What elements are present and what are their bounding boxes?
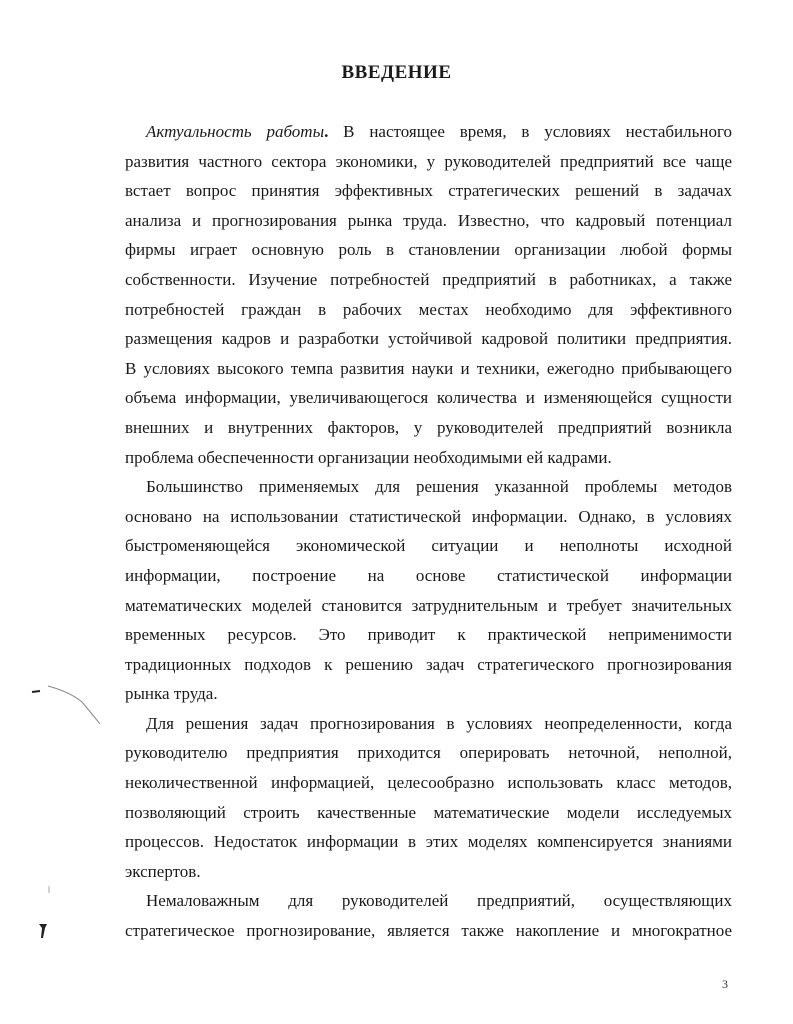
text-line <box>125 472 732 502</box>
line-text: традиционных подходов к решению задач стратегического прогнозирования <box>125 654 732 674</box>
line-text: экспертов. <box>125 861 201 881</box>
text-line <box>125 650 732 680</box>
text-line <box>125 206 732 236</box>
page-number: 3 <box>722 977 728 991</box>
line-text: проблема обеспеченности организации необходимыми ей кадрами. <box>125 447 612 467</box>
line-text: информации, построение на основе статистической информации <box>125 565 732 585</box>
line-text: позволяющий строить качественные математические модели исследуемых <box>125 802 732 822</box>
text-line <box>125 235 732 265</box>
line-text: процессов. Недостаток информации в этих моделях компенсируется знаниями <box>125 832 732 852</box>
text-line <box>125 709 732 739</box>
paragraph <box>125 709 732 887</box>
line-text: объема информации, увеличивающегося количества и изменяющейся сущности <box>125 388 732 408</box>
text-line <box>125 857 732 887</box>
text-line <box>125 413 732 443</box>
line-text: рынка труда. <box>125 684 218 704</box>
text-line <box>125 147 732 177</box>
section-heading: ВВЕДЕНИЕ <box>341 62 452 83</box>
line-text: стратегическое прогнозирование, является также накопление и многократное <box>125 921 732 941</box>
line-text: потребностей граждан в рабочих местах необходимо для эффективного <box>125 299 732 319</box>
paragraph <box>125 472 732 709</box>
bold-lead: . <box>324 122 329 141</box>
text-line <box>125 561 732 591</box>
text-line <box>125 679 732 709</box>
line-text: размещения кадров и разработки устойчивой кадровой политики предприятия. <box>125 329 732 349</box>
text-line <box>125 117 732 147</box>
line-text: В условиях высокого темпа развития науки и техники, ежегодно прибывающего <box>125 358 732 378</box>
line-text: фирмы играет основную роль в становлении организации любой формы <box>125 240 732 260</box>
text-line <box>125 502 732 532</box>
scan-artifact-speck <box>46 885 52 895</box>
text-line <box>125 531 732 561</box>
text-line <box>125 443 732 473</box>
text-line <box>125 916 732 946</box>
line-text: неколичественной информацией, целесообразно использовать класс методов, <box>125 773 732 793</box>
text-line <box>125 265 732 295</box>
line-text: В настоящее время, в условиях нестабильного <box>328 122 732 141</box>
text-line <box>125 886 732 916</box>
line-text: развития частного сектора экономики, у руководителей предприятий все чаще <box>125 151 732 171</box>
line-text: Для решения задач прогнозирования в условиях неопределенности, когда <box>146 713 732 733</box>
line-text: быстроменяющейся экономической ситуации и неполноты исходной <box>125 536 732 556</box>
text-line <box>125 768 732 798</box>
text-line <box>125 324 732 354</box>
scan-artifact-dot <box>36 920 52 944</box>
text-line <box>125 176 732 206</box>
scan-artifact-mark <box>30 680 110 740</box>
line-text: внешних и внутренних факторов, у руководителей предприятий возникла <box>125 417 732 437</box>
line-text: основано на использовании статистической информации. Однако, в условиях <box>125 506 732 526</box>
paragraph <box>125 117 732 472</box>
text-line <box>125 620 732 650</box>
line-text: математических моделей становится затруднительным и требует значительных <box>125 595 732 615</box>
text-line <box>125 591 732 621</box>
line-text: временных ресурсов. Это приводит к практической неприменимости <box>125 625 732 645</box>
body-text <box>125 117 732 946</box>
line-text: руководителю предприятия приходится оперировать неточной, неполной, <box>125 743 732 763</box>
text-line <box>125 738 732 768</box>
line-text: анализа и прогнозирования рынка труда. Известно, что кадровый потенциал <box>125 210 732 230</box>
paragraph <box>125 886 732 945</box>
text-line <box>125 383 732 413</box>
line-text: Большинство применяемых для решения указанной проблемы методов <box>146 477 732 497</box>
line-text: Немаловажным для руководителей предприятий, осуществляющих <box>146 891 732 911</box>
text-line <box>125 827 732 857</box>
text-line <box>125 798 732 828</box>
text-line <box>125 295 732 325</box>
text-line <box>125 354 732 384</box>
line-text: встает вопрос принятия эффективных стратегических решений в задачах <box>125 181 732 201</box>
italic-lead: Актуальность работы <box>146 122 325 141</box>
line-text: собственности. Изучение потребностей предприятий в работниках, а также <box>125 269 732 289</box>
